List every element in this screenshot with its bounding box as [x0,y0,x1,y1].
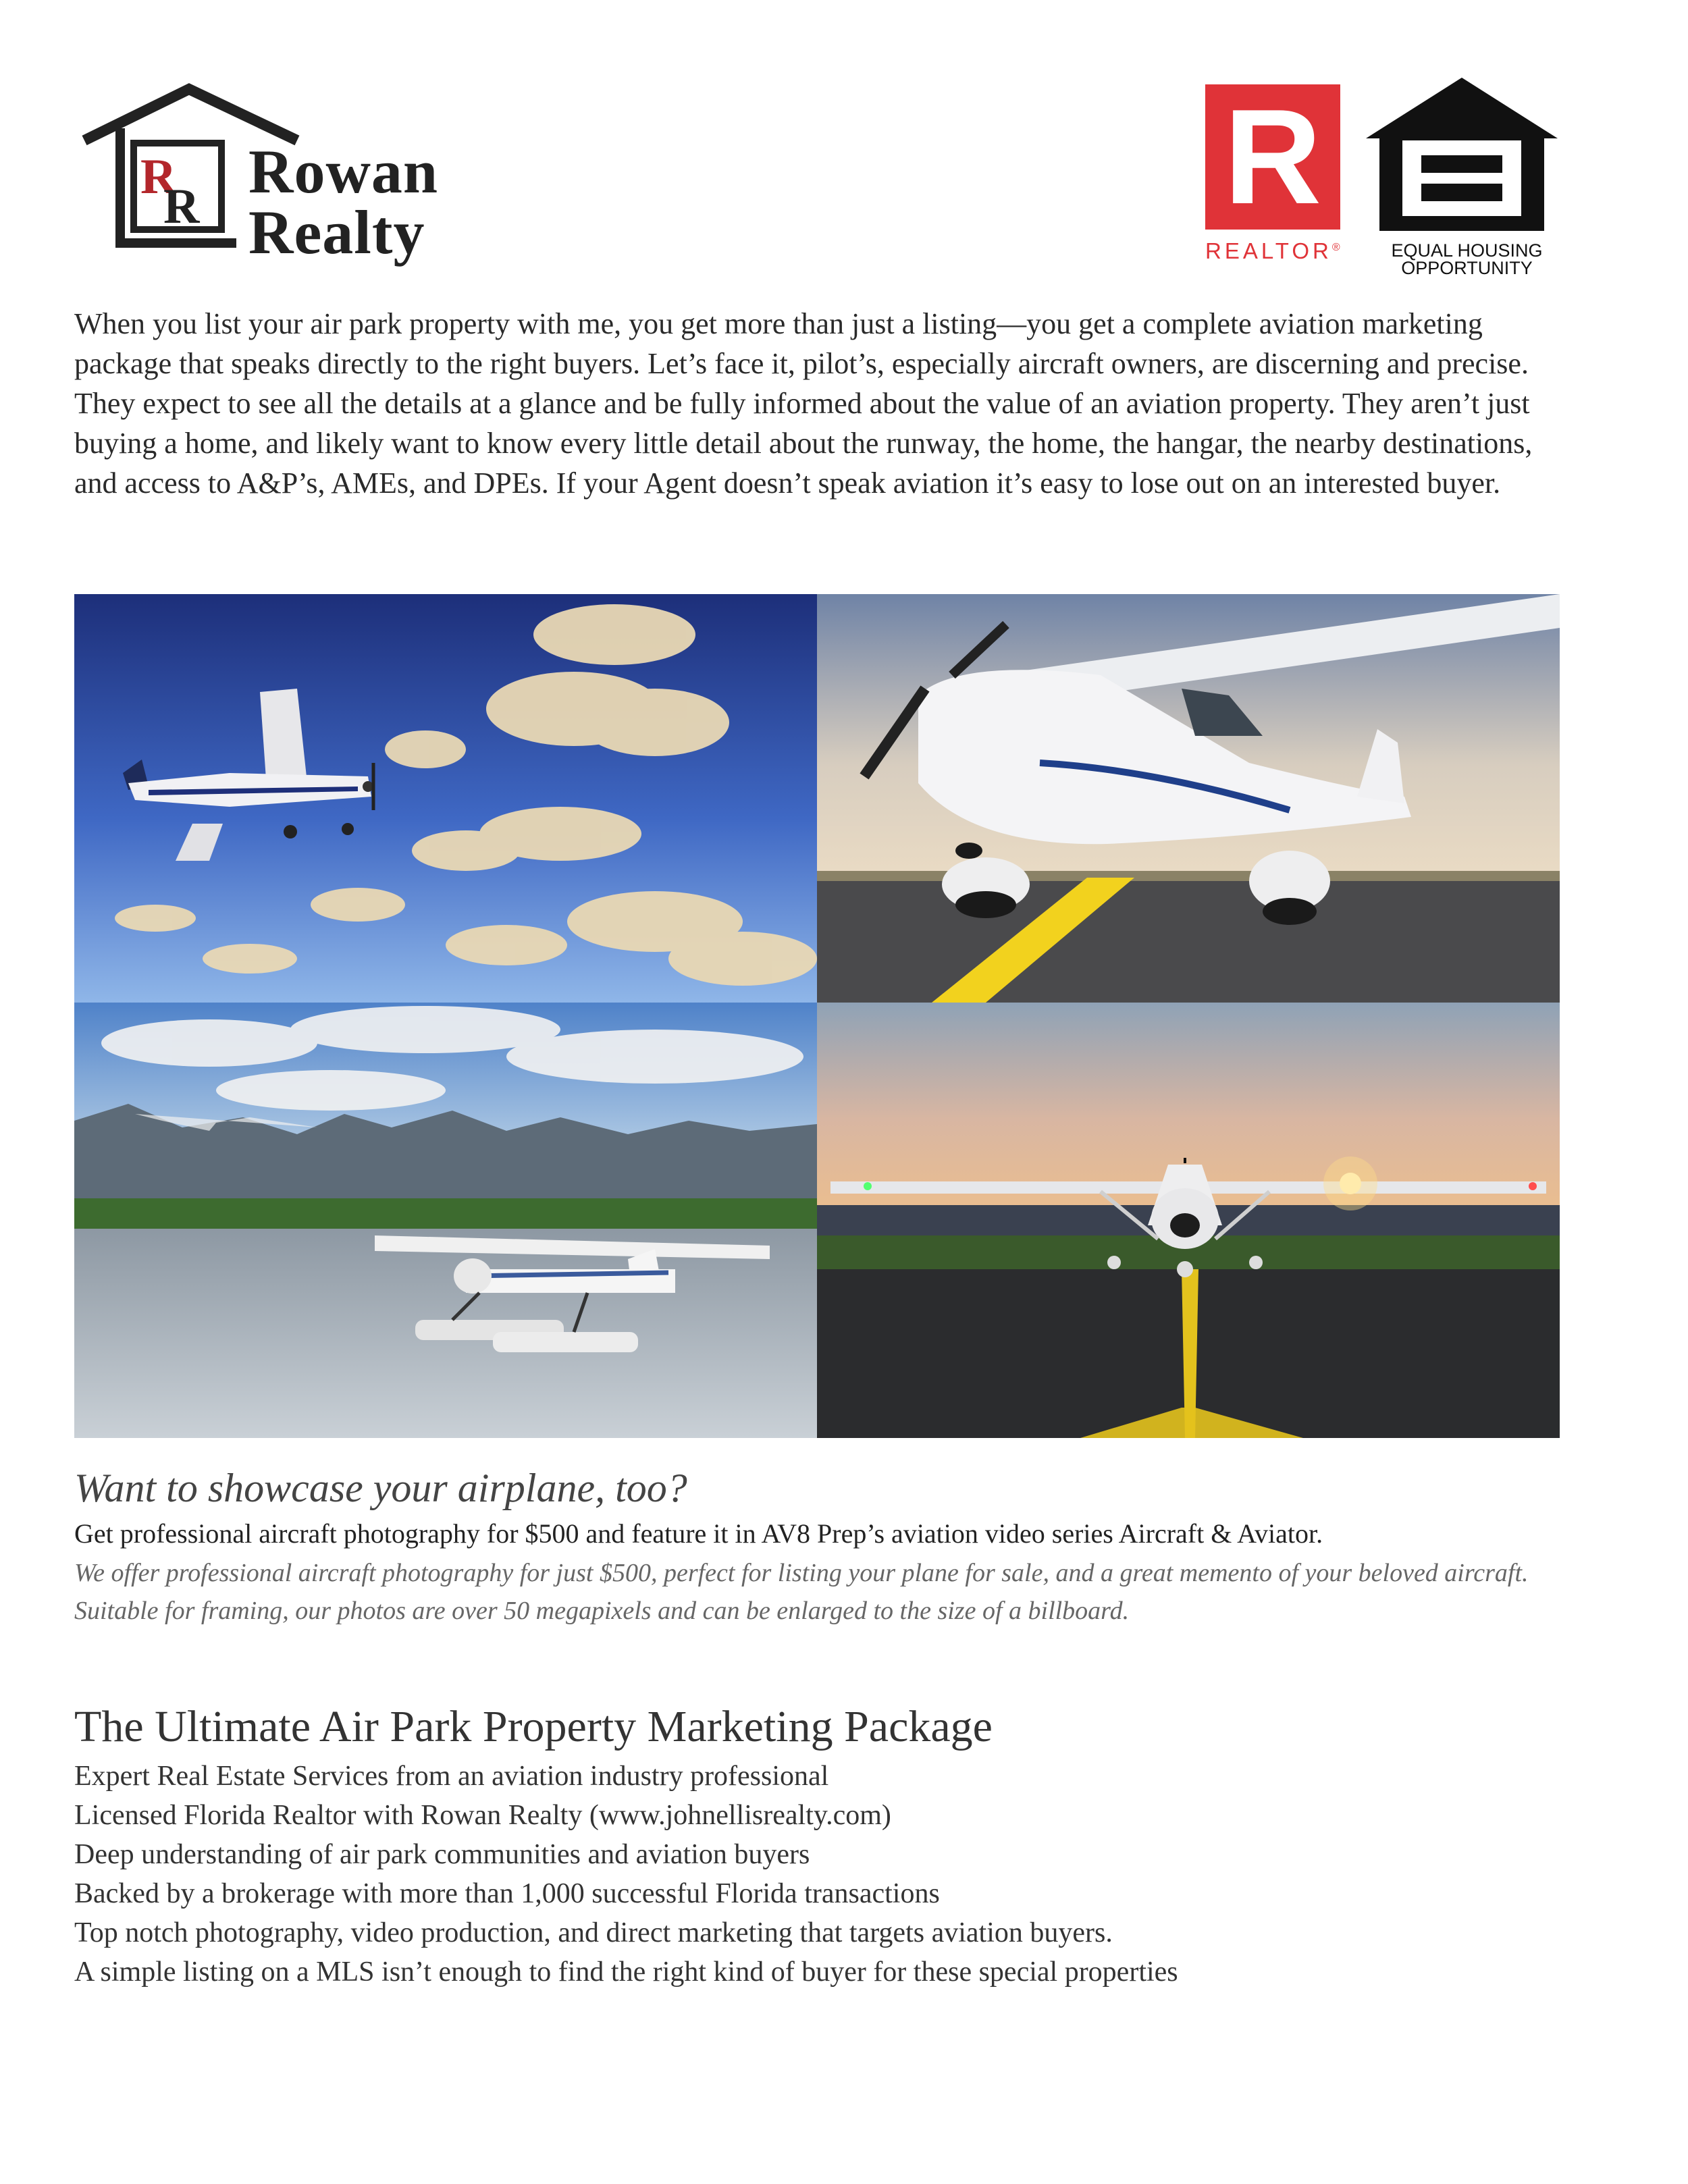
showcase-body: We offer professional aircraft photography for just $500, perfect for listing your plane for sale, and a great memento of your beloved aircraft. Suitable for framing, our photos are over 50 megapixels and can be enlarged to the size of a billboard. [74,1559,1529,1625]
package-heading: The Ultimate Air Park Property Marketing Package [74,1702,993,1751]
registered-mark: ® [1331,242,1340,253]
package-list [74,1757,1178,1992]
list-item: Expert Real Estate Services from an aviation industry professional [74,1761,829,1792]
photo-float-plane-lake [74,1003,817,1438]
list-item: Top notch photography, video production, and direct marketing that targets aviation buyers. [74,1917,1113,1948]
logo-word-rowan: Rowan [248,137,439,206]
realtor-logo [1205,84,1347,267]
list-item: A simple listing on a MLS isn’t enough to find the right kind of buyer for these special properties [74,1956,1178,1988]
list-item: Backed by a brokerage with more than 1,000 successful Florida transactions [74,1878,940,1909]
realtor-label: REALTOR [1205,238,1332,263]
showcase-heading: Want to showcase your airplane, too? [74,1466,687,1510]
list-item: Deep understanding of air park communities and aviation buyers [74,1839,810,1870]
equal-housing-logo [1361,74,1563,277]
photo-grid [74,594,1560,1438]
equal-housing-house-icon [1361,74,1563,240]
realtor-r-icon: R [1223,82,1322,232]
rr-monogram: R R [140,149,200,234]
intro-paragraph: When you list your air park property with me, you get more than just a listing—you get a complete aviation marketing package that speaks directly to the right buyers. Let’s face it, pilot’s, especially aircraft owners, are discerning and precise. They expect to see all the details at a glance and be fully informed about the value of an aviation property. They aren’t just buying a home, and likely want to know every little detail about the runway, the home, the hangar, the nearby destinations, and access to A&P’s, AMEs, and DPEs. If your Agent doesn’t speak aviation it’s easy to lose out on an interested buyer. [74,307,1533,500]
photo-cessna-on-runway [817,594,1560,1003]
rowan-realty-logo [74,81,506,267]
showcase-offer-line: Get professional aircraft photography for $500 and feature it in AV8 Prep’s aviation video series Aircraft & Aviator. [74,1518,1323,1549]
eho-line2: OPPORTUNITY [1401,258,1533,278]
logo-word-realty: Realty [248,198,425,267]
photo-cessna-sunset [817,1003,1560,1438]
photo-plane-in-sky [74,594,817,1003]
list-item: Licensed Florida Realtor with Rowan Realty (www.johnellisrealty.com) [74,1800,891,1831]
eho-line1: EQUAL HOUSING [1391,240,1543,261]
